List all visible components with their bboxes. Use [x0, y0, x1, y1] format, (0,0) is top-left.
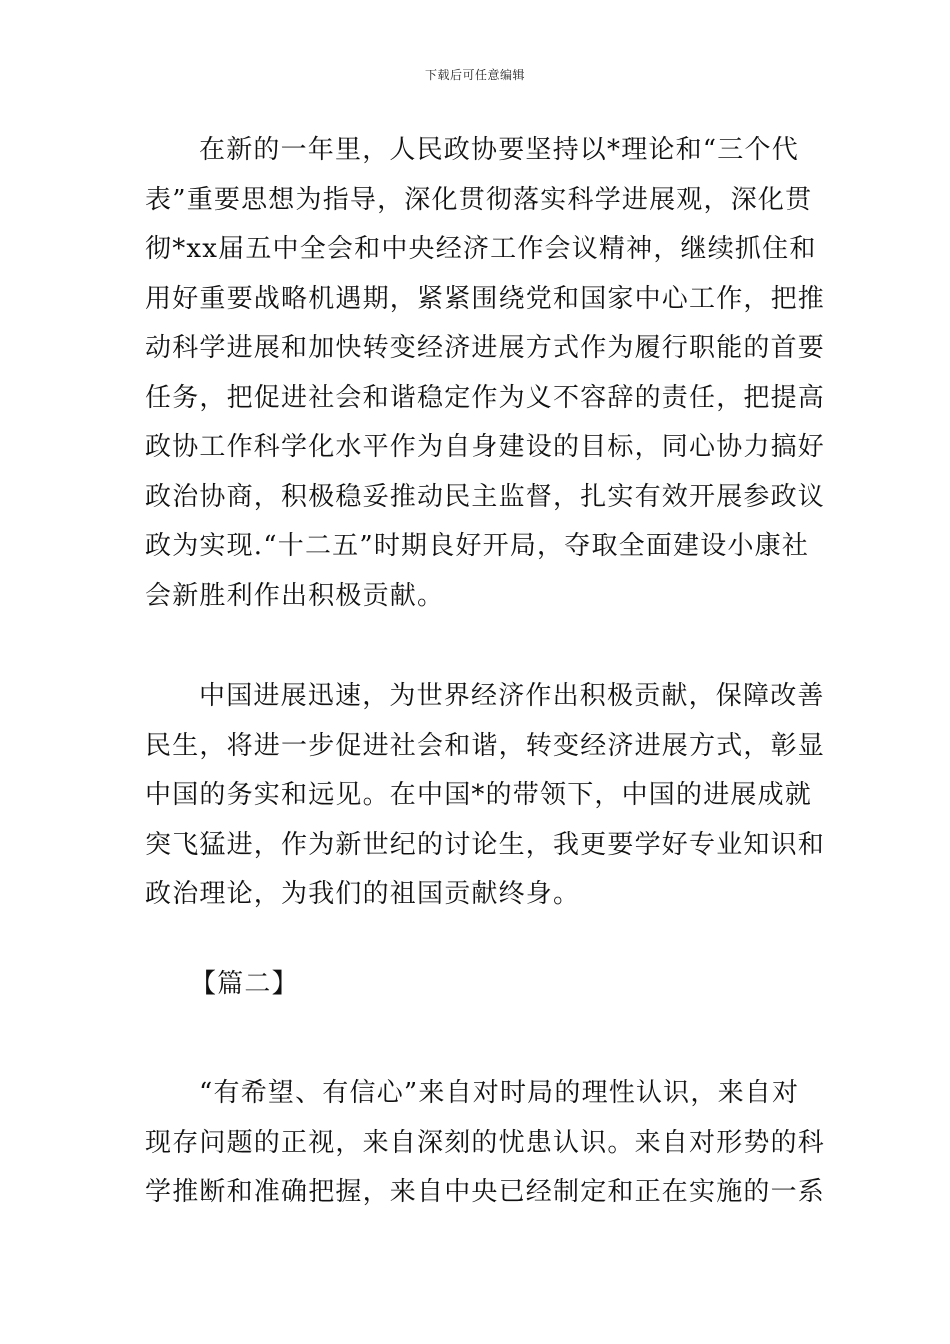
- section-paragraph-1: “有希望、有信心”来自对时局的理性认识，来自对现存问题的正视，来自深刻的忧患认识。来自对形势的科学推断和准确把握，来自中央已经制定和正在实施的一系: [145, 1078, 826, 1207]
- page-header-note: 下载后可任意编辑: [424, 68, 525, 82]
- body-paragraph-2: 中国进展迅速，为世界经济作出积极贡献，保障改善民生，将进一步促进社会和谐，转变经济进展方式，彰显中国的务实和远见。在中国*的带领下，中国的进展成就突飞猛进，作为新世纪的讨论生，我更要学好专业知识和政治理论，为我们的祖国贡献终身。: [145, 681, 826, 909]
- section-heading: 【篇二】: [190, 969, 299, 999]
- body-paragraph-1: 在新的一年里，人民政协要坚持以*理论和“三个代表”重要思想为指导，深化贯彻落实科学进展观，深化贯彻*xx届五中全会和中央经济工作会议精神，继续抓住和用好重要战略机遇期，紧紧围绕党和国家中心工作，把推动科学进展和加快转变经济进展方式作为履行职能的首要任务，把促进社会和谐稳定作为义不容辞的责任，把提高政协工作科学化水平作为自身建设的目标，同心协力搞好政治协商，积极稳妥推动民主监督，扎实有效开展参政议政为实现.“十二五”时期良好开局，夺取全面建设小康社会新胜利作出积极贡献。: [145, 135, 826, 611]
